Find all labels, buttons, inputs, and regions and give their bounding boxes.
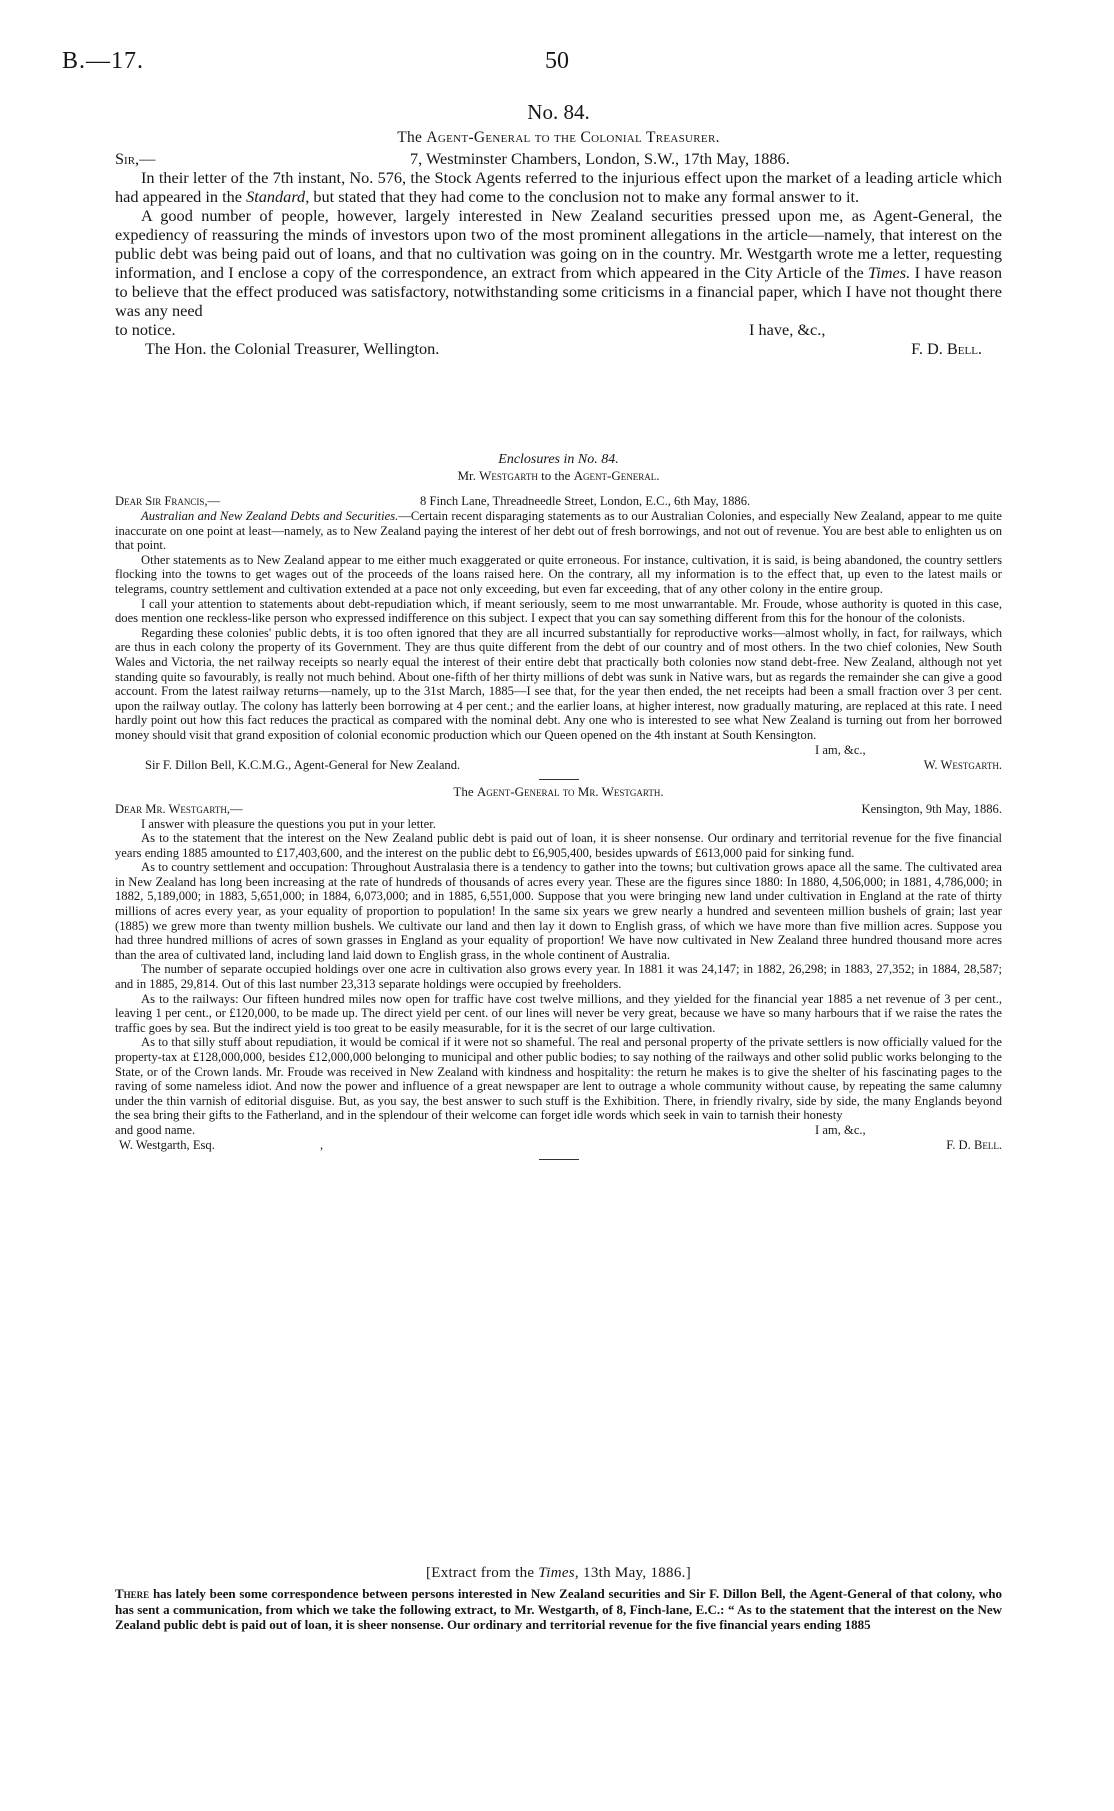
- signature: F. D. Bell.: [911, 339, 982, 358]
- addressee: W. Westgarth, Esq.: [119, 1137, 215, 1152]
- section-divider: [539, 1159, 579, 1160]
- addressee: Sir F. Dillon Bell, K.C.M.G., Agent-General for New Zealand.: [145, 757, 461, 772]
- closing-line: [115, 743, 1002, 758]
- addressee: The Hon. the Colonial Treasurer, Wellington.: [145, 339, 440, 358]
- closing: I am, &c.,: [815, 742, 866, 757]
- paragraph: As to country settlement and occupation: Throughout Australasia there is a tendency to gather into the towns; but cultivation grows apace all the same. The cultivated area in New Zealand has long been increasing at the rate of hundreds of thousands of acres every year. These are the figures since 1880: In 1880, 4,506,000; in 1881, 4,786,000; in 1882, 5,189,000; in 1883, 5,651,000; in 1884, 6,073,000; and in 1885, 6,551,000. Suppose that you were bringing new land under cultivation in England at the rate of thirty millions of acres every year, as your equality of proportion to population! In the same six years we grew nearly a hundred and seventeen million bushels of grain; last year (1885) we grew more than twenty million bushels. We cultivate our land and then lay it down to English grass, of which we have more than five million acres. Suppose you had three hundred millions of acres of sown grasses in England as your equality of proportion! We have now cultivated in New Zealand three hundred thousand more acres than the area of cultivated land, including land laid down to English grass, in the whole continent of Australia.: [115, 860, 1002, 962]
- paragraph: As to the statement that the interest on the New Zealand public debt is paid out of loan, it is sheer nonsense. Our ordinary and territorial revenue for the five financial years ending 1885 amounted to £17,403,600, and the interest on the public debt to £6,905,400, besides upwards of £613,000 paid for sinking fund.: [115, 831, 1002, 860]
- signature-line: W. Westgarth, Esq. , F. D. Bell.: [119, 1137, 1002, 1152]
- signature-line: [115, 339, 1002, 358]
- page-number: 50: [545, 48, 569, 74]
- closing-line: and good name. I am, &c.,: [115, 1122, 866, 1137]
- paragraph: I call your attention to statements about debt-repudiation which, if meant seriously, seem to me most unwarrantable. Mr. Froude, whose authority is quoted in this case, does mention one reckless-like person who expressed indifference on this subject. I expect that you can say something different from this for the honour of the colonists.: [115, 596, 1002, 626]
- signature-line: [115, 758, 1002, 773]
- extract-heading: [Extract from the Times, 13th May, 1886.]: [425, 1565, 692, 1581]
- page-header: [62, 48, 1052, 82]
- salutation-line: [115, 494, 1002, 509]
- closing: I have, &c.,: [749, 320, 826, 339]
- salutation: Sir,—: [115, 149, 156, 168]
- salutation: Dear Sir Francis,—: [115, 494, 221, 508]
- paragraph: As to that silly stuff about repudiation, it would be comical if it were not so shameful. The real and personal property of the private settlers is now officially valued for the property-tax at £128,000,000, besides £12,000,000 belonging to municipal and other public bodies; to say nothing of the railways and other solid public works belonging to the State, or of the Crown lands. Mr. Froude was received in New Zealand with kindness and hospitality: the return he makes is to give the shelter of his fascinating pages to the raving of some nameless idiot. And now the power and influence of a great newspaper are lent to outrage a whole community without cause, by repeating the same calumny under the thin varnish of editorial disguise. But, as you say, the best answer to such stuff is the Exhibition. There, in friendly rivalry, side by side, the many Englands beyond the sea bring their gifts to the Fatherland, and in the splendour of their welcome can forget idle words which seek in vain to tarnish their honesty: [115, 1035, 1002, 1123]
- extract-paragraph: There has lately been some correspondence between persons interested in New Zealand securities and Sir F. Dillon Bell, the Agent-General of that colony, who has sent a communication, from which we take the following extract, to Mr. Westgarth, of 8, Finch-lane, E.C.: “ As to the statement that the interest on the New Zealand public debt is paid out of loan, it is sheer nonsense. Our ordinary and territorial revenue for the five financial years ending 1885: [115, 1586, 1002, 1632]
- signature: F. D. Bell.: [946, 1137, 1002, 1152]
- times-extract: [115, 1565, 1002, 1633]
- closing-line: to notice. I have, &c.,: [115, 320, 826, 339]
- enclosures-heading: [115, 452, 1002, 484]
- paragraph: In their letter of the 7th instant, No. 576, the Stock Agents referred to the injurious effect upon the market of a leading article which had appeared in the Standard, but stated that they had come to the conclusion not to make any formal answer to it.: [115, 168, 1002, 206]
- westgarth-letter: [115, 494, 1002, 1164]
- salutation: Dear Mr. Westgarth,—: [115, 801, 243, 816]
- paragraph: Other statements as to New Zealand appear to me either much exaggerated or quite erroneous. For instance, cultivation, it is said, is being abandoned, the country settlers flocking into the towns to get wages out of the proceeds of the loans raised here. On the contrary, all my information is to the effect that, up even to the latest mails or telegrams, country settlement and cultivation extended at a pace not only exceeding, but even far exceeding, that of any other colony in the entire group.: [115, 552, 1002, 596]
- letter-84: [115, 100, 1002, 358]
- reply-heading: The Agent-General to Mr. Westgarth.: [453, 783, 664, 799]
- page-reference: B.—17.: [62, 48, 145, 74]
- paragraph: The number of separate occupied holdings over one acre in cultivation also grows every year. In 1881 it was 24,147; in 1882, 26,298; in 1883, 27,352; in 1884, 28,587; and in 1885, 29,814. Out of this last number 23,313 separate holdings were occupied by freeholders.: [115, 962, 1002, 992]
- paragraph: As to the railways: Our fifteen hundred miles now open for traffic have cost twelve millions, and they yielded for the financial year 1885 a net revenue of 3 per cent., leaving 1 per cent., or £120,000, to be made up. The direct yield per cent. of our lines will never be very great, because we have so many harbours that if we raise the rates the traffic goes by sea. But the indirect yield is too great to be easily measurable, for it is the secret of our large cultivation.: [115, 991, 1002, 1035]
- signature: W. Westgarth.: [923, 757, 1002, 772]
- paragraph: A good number of people, however, largely interested in New Zealand securities pressed upon me, as Agent-General, the expediency of reassuring the minds of investors upon two of the most prominent allegations in the article—namely, that interest on the public debt was being paid out of loans, and that no cultivation was going on in the country. Mr. Westgarth wrote me a letter, requesting information, and I enclose a copy of the correspondence, an extract from which appeared in the City Article of the Times. I have reason to believe that the effect produced was satisfactory, notwithstanding some criticisms in a financial paper, which I have not thought there was any need: [115, 206, 1003, 320]
- enclosures-title: Enclosures in No. 84.: [498, 452, 619, 467]
- closing: I am, &c.,: [815, 1122, 866, 1137]
- salutation-line: [115, 802, 1002, 817]
- section-divider: [539, 779, 579, 780]
- paragraph: Regarding these colonies' public debts, it is too often ignored that they are all incurred substantially for reproductive works—almost wholly, in fact, for railways, which are thus in each colony the property of its Government. They are thus quite different from the debt of our country and of most others. In the two chief colonies, New South Wales and Victoria, the net railway receipts so nearly equal the interest of their entire debt that practically both colonies now stand debt-free. New Zealand, although not yet standing quite so favourably, is really not much behind. About one-fifth of her thirty millions of debt was sunk in Native wars, but as regards the remainder she can give a good account. From the latest railway returns—namely, up to the 31st March, 1885—I see that, for the year then ended, the net receipts had been a small fraction over 3 per cent. upon the railway outlay. The colony has latterly been borrowing at 4 per cent.; and the earlier loans, at higher interest, now gradually maturing, are replaced at this rate. I need hardly point out how this fact reduces the practical as compared with the nominal debt. Any one who is interested to see what New Zealand is turning out from her borrowed money should visit that grand exposition of colonial economic production which our Queen opened on the 4th instant at South Kensington.: [115, 625, 1002, 742]
- salutation-line: [115, 149, 1002, 168]
- enclosure-heading: Mr. Westgarth to the Agent-General.: [457, 468, 660, 483]
- sender-address: Kensington, 9th May, 1886.: [861, 801, 1002, 816]
- paragraph: Australian and New Zealand Debts and Securities.—Certain recent disparaging statements as to our Australian Colonies, and especially New Zealand, appear to me quite inaccurate on one point at least—namely, as to New Zealand paying the interest of her debt out of fresh borrowings, and not out of revenue. You are best able to enlighten us on that point.: [115, 509, 1002, 553]
- sender-address: 8 Finch Lane, Threadneedle Street, London, E.C., 6th May, 1886.: [420, 494, 751, 508]
- sender-address: 7, Westminster Chambers, London, S.W., 17th May, 1886.: [410, 149, 790, 168]
- letter-number: No. 84.: [527, 100, 590, 124]
- letter-heading: The Agent-General to the Colonial Treasurer.: [397, 129, 720, 146]
- paragraph: I answer with pleasure the questions you put in your letter.: [141, 816, 436, 831]
